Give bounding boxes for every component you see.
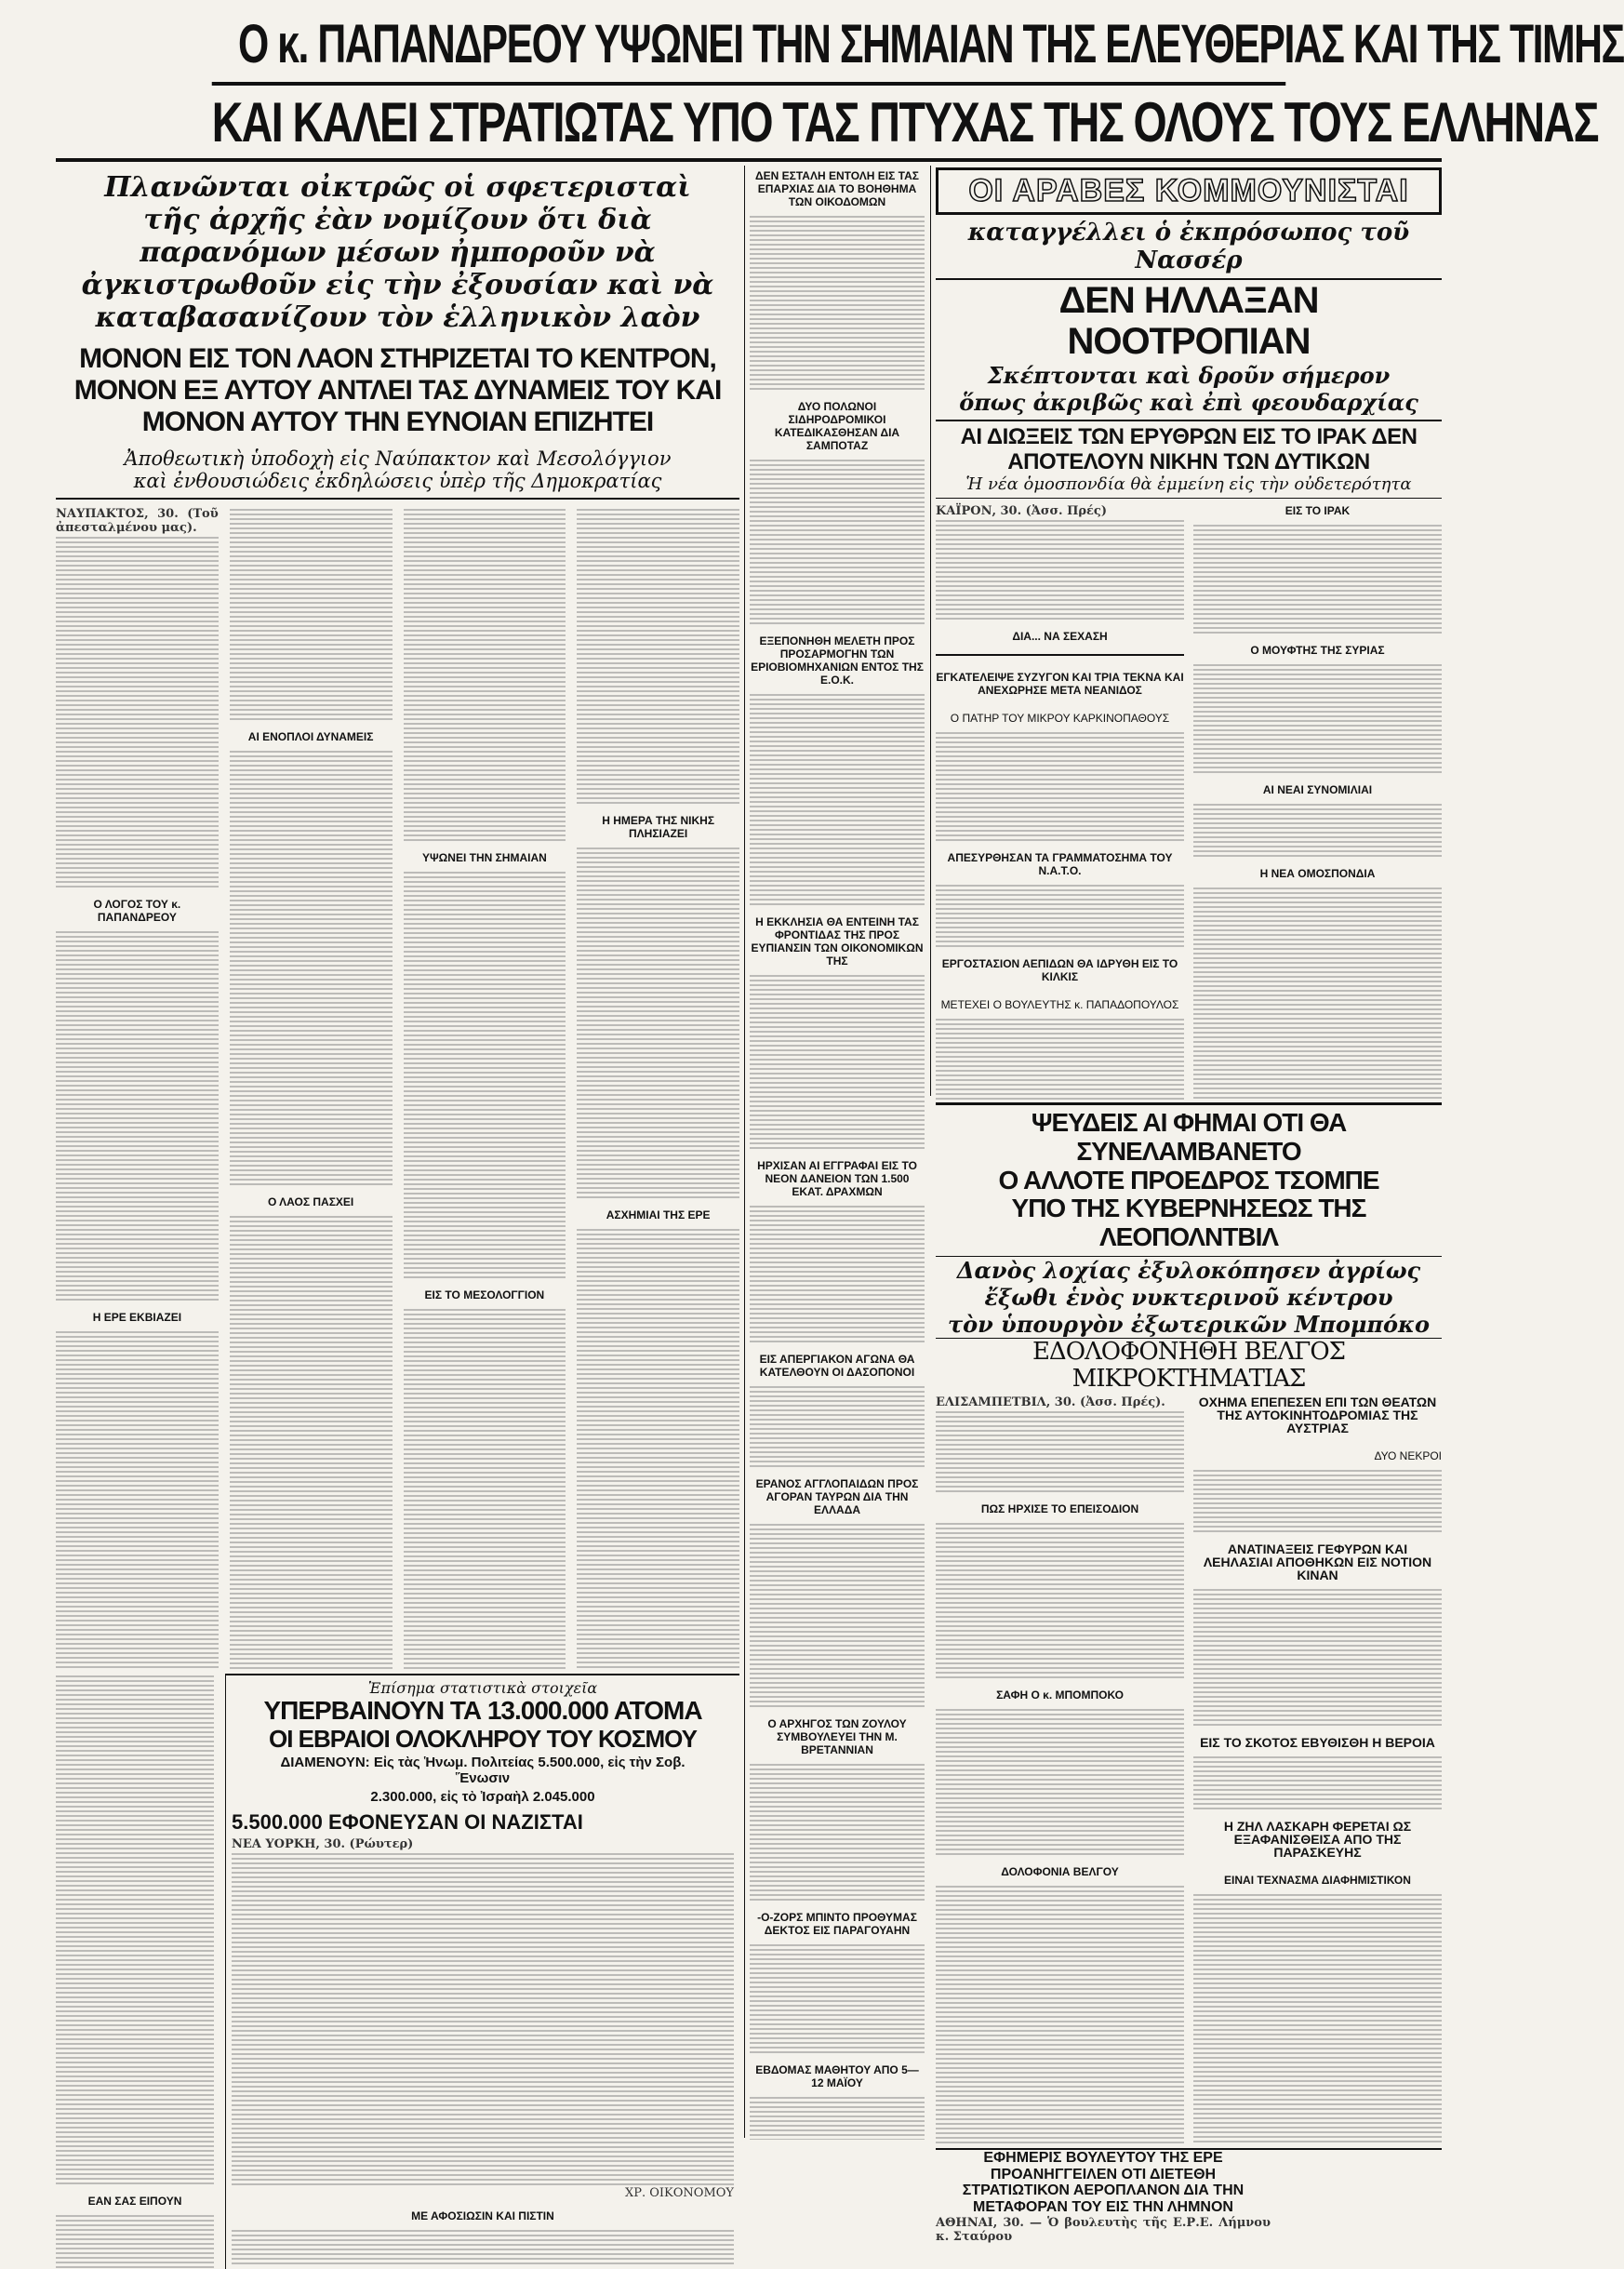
body-text-block <box>1193 662 1442 774</box>
tshombe-head-6: τὸν ὑπουργὸν ἐξωτερικῶν Μπομπόκο <box>948 1310 1430 1338</box>
story-heading: ΕΒΔΟΜΑΣ ΜΑΘΗΤΟΥ ΑΠΟ 5—12 ΜΑΪΟΥ <box>755 2063 919 2089</box>
efimeris-heading: ΕΦΗΜΕΡΙΣ ΒΟΥΛΕΥΤΟΥ ΤΗΣ ΕΡΕ ΠΡΟΑΝΗΓΓΕΙΛΕΝ ΟΤΙ ΔΙΕΤΕΘΗ ΣΤΡΑΤΙΩΤΙΚΟΝ ΑΕΡΟΠΛΑΝΟΝ ΔΙΑ ΤΗΝ ΜΕΤΑΦΟΡΑΝ ΤΟΥ ΕΙΣ ΤΗΝ ΛΗΜΝΟΝ <box>962 2150 1245 2215</box>
body-text-block <box>232 1851 734 2186</box>
arab-story <box>936 167 1442 1098</box>
box-heading: ΕΓΚΑΤΕΛΕΙΨΕ ΣΥΖΥΓΟΝ ΚΑΙ ΤΡΙΑ ΤΕΚΝΑ ΚΑΙ ΑΝΕΧΩΡΗΣΕ ΜΕΤΑ ΝΕΑΝΙΔΟΣ <box>936 671 1184 698</box>
body-text-block <box>750 1384 925 1468</box>
story-heading: ΕΞΕΠΟΝΗΘΗ ΜΕΛΕΤΗ ΠΡΟΣ ΠΡΟΣΑΡΜΟΓΗΝ ΤΩΝ ΕΡΙΟΒΙΟΜΗΧΑΝΙΩΝ ΕΝΤΟΣ ΤΗΣ Ε.Ο.Κ. <box>751 634 924 687</box>
section-heading: ΑΙ ΕΝΟΠΛΟΙ ΔΥΝΑΜΕΙΣ <box>247 730 374 743</box>
body-text-block <box>230 1214 393 1670</box>
stats-head-2: ΟΙ ΕΒΡΑΙΟΙ ΟΛΟΚΛΗΡΟΥ ΤΟΥ ΚΟΣΜΟΥ <box>269 1724 697 1753</box>
tshombe-head-4: Δανὸς λοχίας ἐξυλοκόπησεν ἀγρίως <box>936 1256 1442 1284</box>
section-heading: ΕΑΝ ΣΑΣ ΕΙΠΟΥΝ <box>87 2195 182 2208</box>
body-text-block <box>750 458 925 625</box>
arab-head-2: καταγγέλλει ὁ ἐκπρόσωπος τοῦ Νασσέρ <box>967 219 1410 275</box>
divider <box>936 654 1184 656</box>
body-text-block <box>750 1204 925 1343</box>
section-heading: Ο ΜΟΥΦΤΗΣ ΤΗΣ ΣΥΡΙΑΣ <box>1250 644 1385 658</box>
lead-banner: ΜΟΝΟΝ ΕΙΣ ΤΟΝ ΛΑΟΝ ΣΤΗΡΙΖΕΤΑΙ ΤΟ ΚΕΝΤΡΟΝ, ΜΟΝΟΝ ΕΞ ΑΥΤΟΥ ΑΝΤΛΕΙ ΤΑΣ ΔΥΝΑΜΕΙΣ ΤΟΥ ΚΑΙ ΜΟΝΟΝ ΑΥΤΟΥ ΤΗΝ ΕΥΝΟΙΑΝ ΕΠΙΖΗΤΕΙ <box>73 343 722 437</box>
body-text-block <box>230 749 393 1186</box>
tshombe-head-1: ΨΕΥΔΕΙΣ ΑΙ ΦΗΜΑΙ ΟΤΙ ΘΑ ΣΥΝΕΛΑΜΒΑΝΕΤΟ <box>1031 1108 1347 1166</box>
body-text-block <box>750 214 925 391</box>
section-heading: ΜΕ ΑΦΟΣΙΩΣΙΝ ΚΑΙ ΠΙΣΤΙΝ <box>411 2209 554 2222</box>
story-heading: ΔΕΝ ΕΣΤΑΛΗ ΕΝΤΟΛΗ ΕΙΣ ΤΑΣ ΕΠΑΡΧΙΑΣ ΔΙΑ ΤΟ ΒΟΗΘΗΜΑ ΤΩΝ ΟΙΚΟΔΟΜΩΝ <box>755 169 919 208</box>
section-heading: Η ΝΕΑ ΟΜΟΣΠΟΝΔΙΑ <box>1259 867 1376 881</box>
section-heading: ΕΙΣ ΤΟ ΙΡΑΚ <box>1285 504 1351 518</box>
column-divider <box>744 166 745 2138</box>
body-text-block <box>56 2213 214 2269</box>
arab-head-7: Ἡ νέα ὁμοσπονδία θὰ ἐμμείνη εἰς τὴν οὐδετερότητα <box>936 474 1442 499</box>
body-text-block <box>1193 1587 1442 1727</box>
column-divider <box>930 166 931 1096</box>
section-heading: ΔΙΑ... ΝΑ ΣΕΧΑΣΗ <box>1012 630 1108 644</box>
body-text-block <box>404 507 566 842</box>
body-text-block <box>577 507 739 805</box>
body-text-block <box>404 870 566 1279</box>
section-heading: Ο ΛΑΟΣ ΠΑΣΧΕΙ <box>267 1195 354 1208</box>
body-text-block <box>750 692 925 906</box>
box-heading: ΕΡΓΟΣΤΑΣΙΟΝ ΑΕΠΙΔΩΝ ΘΑ ΙΔΡΥΘΗ ΕΙΣ ΤΟ ΚΙΛΚΙΣ <box>941 957 1178 984</box>
efimeris-dateline: ΑΘΗΝΑΙ, 30. — Ὁ βουλευτὴς τῆς Ε.Ρ.Ε. Λήμνου κ. Σταύρου <box>936 2215 1271 2244</box>
lead-story <box>56 167 739 2222</box>
box-heading: ΕΙΣ ΤΟ ΣΚΟΤΟΣ ΕΒΥΘΙΣΘΗ Η ΒΕΡΟΙΑ <box>1200 1735 1435 1751</box>
body-text-block <box>750 973 925 1150</box>
tshombe-head-3: ΥΠΟ ΤΗΣ ΚΥΒΕΡΝΗΣΕΩΣ ΤΗΣ ΛΕΟΠΟΛΝΤΒΙΛ <box>1011 1194 1366 1252</box>
tshombe-story <box>936 1102 1442 2244</box>
arab-head-1: ΟΙ ΑΡΑΒΕΣ ΚΟΜΜΟΥΝΙΣΤΑΙ <box>936 167 1442 215</box>
stats-byline: ΧΡ. ΟΙΚΟΝΟΜΟΥ <box>624 2186 734 2200</box>
tshombe-head-2: Ο ΑΛΛΟΤΕ ΠΡΟΕΔΡΟΣ ΤΣΟΜΠΕ <box>998 1165 1379 1195</box>
body-text-block <box>1193 1468 1442 1533</box>
body-text-block <box>577 1227 739 1670</box>
lead-deck: Πλανῶνται οἰκτρῶς οἱ σφετερισταὶ τῆς ἀρχῆς ἐὰν νομίζουν ὅτι διὰ παρανόμων μέσων ἠμποροῦν νὰ ἀγκιστρωθοῦν εἰς τὴν ἐξουσίαν καὶ νὰ καταβασανίζουν τὸν ἑλληνικὸν λαὸν <box>81 171 714 334</box>
story-heading: ΕΙΣ ΑΠΕΡΓΙΑΚΟΝ ΑΓΩΝΑ ΘΑ ΚΑΤΕΛΘΟΥΝ ΟΙ ΔΑΣΟΠΟΝΟΙ <box>759 1353 915 1379</box>
body-text-block <box>1193 1892 1442 2144</box>
body-text-block <box>936 883 1184 948</box>
tshombe-dateline: ΕΛΙΣΑΜΠΕΤΒΙΛ, 30. (Ἀσσ. Πρές). <box>936 1395 1165 1410</box>
stats-head-5: 5.500.000 ΕΦΟΝΕΥΣΑΝ ΟΙ ΝΑΖΙΣΤΑΙ <box>232 1809 583 1834</box>
body-text-block <box>230 507 393 721</box>
story-heading: ΗΡΧΙΣΑΝ ΑΙ ΕΓΓΡΑΦΑΙ ΕΙΣ ΤΟ ΝΕΟΝ ΔΑΝΕΙΟΝ ΤΩΝ 1.500 ΕΚΑΤ. ΔΡΑΧΜΩΝ <box>757 1159 917 1198</box>
tshombe-head-5: ἔξωθι ἑνὸς νυκτερινοῦ κέντρου <box>984 1283 1393 1311</box>
body-text-block <box>56 929 219 1301</box>
section-heading: ΑΙ ΝΕΑΙ ΣΥΝΟΜΙΛΙΑΙ <box>1262 783 1373 797</box>
box-subheading: Ο ΠΑΤΗΡ ΤΟΥ ΜΙΚΡΟΥ ΚΑΡΚΙΝΟΠΑΘΟΥΣ <box>950 712 1170 726</box>
body-text-block <box>404 1307 566 1670</box>
tshombe-head-7: ΕΔΟΛΟΦΟΝΗΘΗ ΒΕΛΓΟΣ ΜΙΚΡΟΚΤΗΜΑΤΙΑΣ <box>936 1338 1442 1392</box>
section-heading: ΣΑΦΗ Ο κ. ΜΠΟΜΠΟΚΟ <box>996 1688 1124 1702</box>
headline-line-2: ΚΑΙ ΚΑΛΕΙ ΣΤΡΑΤΙΩΤΑΣ ΥΠΟ ΤΑΣ ΠΤΥΧΑΣ ΤΗΣ ΟΛΟΥΣ ΤΟΥΣ ΕΛΛΗΝΑΣ <box>212 82 1285 160</box>
arab-head-6: ΑΙ ΔΙΩΞΕΙΣ ΤΩΝ ΕΡΥΘΡΩΝ ΕΙΣ ΤΟ ΙΡΑΚ ΔΕΝ ΑΠΟΤΕΛΟΥΝ ΝΙΚΗΝ ΤΩΝ ΔΥΤΙΚΩΝ <box>960 424 1418 474</box>
body-text-block <box>1193 1755 1442 1810</box>
box-subheading: ΜΕΤΕΧΕΙ Ο ΒΟΥΛΕΥΤΗΣ κ. ΠΑΠΑΔΟΠΟΥΛΟΣ <box>940 998 1179 1012</box>
lead-dateline: ΝΑΥΠΑΚΤΟΣ, 30. (Τοῦ ἀπεσταλμένου μας). <box>56 507 219 535</box>
body-text-block <box>750 2095 925 2140</box>
body-text-block <box>1193 523 1442 634</box>
story-heading: Η ΕΚΚΛΗΣΙΑ ΘΑ ΕΝΤΕΙΝΗ ΤΑΣ ΦΡΟΝΤΙΔΑΣ ΤΗΣ ΠΡΟΣ ΕΥΠΙΑΝΣΙΝ ΤΩΝ ΟΙΚΟΝΟΜΙΚΩΝ ΤΗΣ <box>751 915 924 968</box>
body-text-block <box>1193 802 1442 858</box>
story-heading: ΔΥΟ ΠΟΛΩΝΟΙ ΣΙΔΗΡΟΔΡΟΜΙΚΟΙ ΚΑΤΕΔΙΚΑΣΘΗΣΑΝ ΔΙΑ ΣΑΜΠΟΤΑΖ <box>774 400 900 452</box>
body-text-block <box>936 730 1184 842</box>
section-heading: ΑΣΧΗΜΙΑΙ ΤΗΣ ΕΡΕ <box>606 1208 711 1221</box>
arab-head-5: ὅπως ἀκριβῶς καὶ ἐπὶ φεουδαρχίας <box>936 389 1442 421</box>
body-text-block <box>56 535 219 888</box>
stats-dateline: ΝΕΑ ΥΟΡΚΗ, 30. (Ρώυτερ) <box>232 1837 414 1852</box>
body-text-block <box>936 518 1184 621</box>
body-text-block <box>936 1521 1184 1679</box>
lead-sub-2: καὶ ἐνθουσιώδεις ἐκδηλώσεις ὑπὲρ τῆς Δημοκρατίας <box>56 470 739 500</box>
body-text-block <box>1193 886 1442 1100</box>
body-text-block <box>577 846 739 1199</box>
body-text-block <box>56 1674 214 2185</box>
stats-head-3: ΔΙΑΜΕΝΟΥΝ: Εἰς τὰς Ἡνωμ. Πολιτείας 5.500.000, εἰς τὴν Σοβ. Ἕνωσιν <box>280 1755 686 1786</box>
section-heading: Η ΗΜΕΡΑ ΤΗΣ ΝΙΚΗΣ ΠΛΗΣΙΑΖΕΙ <box>602 814 715 840</box>
section-heading: ΠΩΣ ΗΡΧΙΣΕ ΤΟ ΕΠΕΙΣΟΔΙΟΝ <box>980 1502 1139 1516</box>
box-heading: Η ΖΗΛ ΛΑΣΚΑΡΗ ΦΕΡΕΤΑΙ ΩΣ ΕΞΑΦΑΝΙΣΘΕΙΣΑ ΑΠΟ ΤΗΣ ΠΑΡΑΣΚΕΥΗΣ <box>1223 1819 1412 1861</box>
headline-bottom-rule <box>56 158 1442 162</box>
lead-sub-1: Ἀποθεωτικὴ ὑποδοχὴ εἰς Ναύπακτον καὶ Μεσολόγγιον <box>124 447 672 470</box>
box-heading: ΟΧΗΜΑ ΕΠΕΠΕΣΕΝ ΕΠΙ ΤΩΝ ΘΕΑΤΩΝ ΤΗΣ ΑΥΤΟΚΙΝΗΤΟΔΡΟΜΙΑΣ ΤΗΣ ΑΥΣΤΡΙΑΣ <box>1198 1395 1437 1436</box>
section-heading: ΕΙΣ ΤΟ ΜΕΣΟΛΟΓΓΙΟΝ <box>424 1288 545 1301</box>
story-heading: -Ο-ΖΟΡΣ ΜΠΙΝΤΟ ΠΡΟΘΥΜΑΣ ΔΕΚΤΟΣ ΕΙΣ ΠΑΡΑΓΟΥΑΗΝ <box>757 1911 917 1937</box>
headline-line-1: Ο κ. ΠΑΠΑΝΔΡΕΟΥ ΥΨΩΝΕΙ ΤΗΝ ΣΗΜΑΙΑΝ ΤΗΣ ΕΛΕΥΘΕΡΙΑΣ ΚΑΙ ΤΗΣ ΤΙΜΗΣ <box>238 14 1624 74</box>
body-text-block <box>936 1017 1184 1100</box>
body-text-block <box>750 1762 925 1902</box>
story-heading: Ο ΑΡΧΗΓΟΣ ΤΩΝ ΖΟΥΛΟΥ ΣΥΜΒΟΥΛΕΥΕΙ ΤΗΝ Μ. ΒΡΕΤΑΝΝΙΑΝ <box>767 1717 907 1756</box>
section-heading: ΔΟΛΟΦΟΝΙΑ ΒΕΛΓΟΥ <box>1001 1865 1119 1879</box>
body-text-block <box>936 1884 1184 2144</box>
box-heading: ΑΝΑΤΙΝΑΞΕΙΣ ΓΕΦΥΡΩΝ ΚΑΙ ΛΕΗΛΑΣΙΑΙ ΑΠΟΘΗΚΩΝ ΕΙΣ ΝΟΤΙΟΝ ΚΙΝΑΝ <box>1203 1542 1432 1583</box>
body-text-block <box>232 2228 734 2265</box>
body-text-block <box>936 1707 1184 1856</box>
middle-column <box>750 167 925 2140</box>
section-heading: Η ΕΡΕ ΕΚΒΙΑΖΕΙ <box>92 1311 182 1324</box>
section-heading: ΥΨΩΝΕΙ ΤΗΝ ΣΗΜΑΙΑΝ <box>421 851 547 864</box>
section-heading: Ο ΛΟΓΟΣ ΤΟΥ κ. ΠΑΠΑΝΔΡΕΟΥ <box>93 898 181 924</box>
body-text-block <box>750 1522 925 1708</box>
box-subheading: ΔΥΟ ΝΕΚΡΟΙ <box>1374 1449 1442 1463</box>
body-text-block <box>56 1329 219 1670</box>
arab-dateline: ΚΑΪΡΟΝ, 30. (Ἀσσ. Πρές) <box>936 504 1107 519</box>
body-text-block <box>936 1409 1184 1493</box>
arab-head-3: ΔΕΝ ΗΛΛΑΞΑΝ ΝΟΟΤΡΟΠΙΑΝ <box>936 278 1442 362</box>
stats-head-4: 2.300.000, εἰς τὸ Ἰσραὴλ 2.045.000 <box>370 1789 595 1806</box>
story-heading: ΕΡΑΝΟΣ ΑΓΓΛΟΠΑΙΔΩΝ ΠΡΟΣ ΑΓΟΡΑΝ ΤΑΥΡΩΝ ΔΙΑ ΤΗΝ ΕΛΛΑΔΑ <box>755 1477 919 1516</box>
box-heading: ΑΠΕΣΥΡΘΗΣΑΝ ΤΑ ΓΡΑΜΜΑΤΟΣΗΜΑ ΤΟΥ Ν.Α.Τ.Ο. <box>947 851 1173 878</box>
stats-kicker: Ἐπίσημα στατιστικὰ στοιχεῖα <box>367 1679 598 1697</box>
box-subheading: ΕΙΝΑΙ ΤΕΧΝΑΣΜΑ ΔΙΑΦΗΜΙΣΤΙΚΟΝ <box>1224 1874 1411 1888</box>
arab-head-4: Σκέπτονται καὶ δροῦν σήμερον <box>987 362 1391 390</box>
body-text-block <box>750 1942 925 2054</box>
stats-head-1: ΥΠΕΡΒΑΙΝΟΥΝ ΤΑ 13.000.000 ΑΤΟΜΑ <box>263 1696 702 1725</box>
